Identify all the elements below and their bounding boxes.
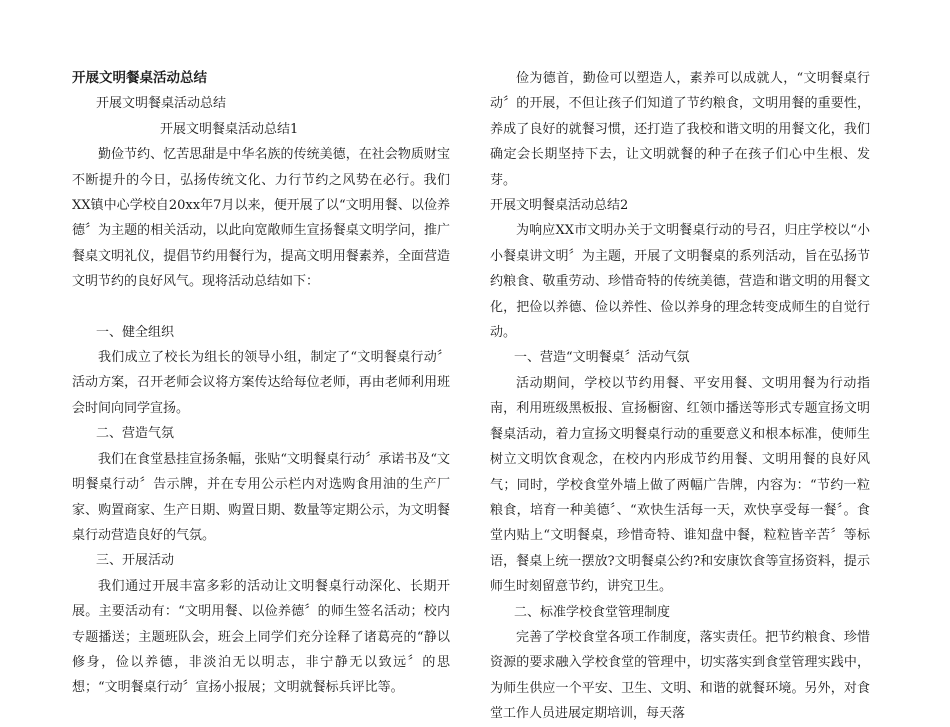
- left-column: [72, 66, 450, 701]
- document-title: 开展文明餐桌活动总结: [72, 70, 207, 86]
- intro-paragraph: 勤俭节约、忆苦思甜是中华名族的传统美德，在社会物质财宝不断提升的今日，弘扬传统文化、力行节约之风势在必行。我们XX镇中心学校自20xx年7月以来，便开展了以“文明用餐、以俭养德〞为主题的相关活动，以此向宽敞师生宣扬餐桌文明学问，推广餐桌文明礼仪，提倡节约用餐行为，提高文明用餐素养，全面营造文明节约的良好风气。现将活动总结如下：: [72, 147, 450, 290]
- paragraph-activity-period: 活动期间，学校以节约用餐、平安用餐、文明用餐为行动指南，利用班级黑板报、宣扬橱窗、红领巾播送等形式专题宣扬文明餐桌活动，着力宣扬文明餐桌行动的重要意义和根本标准，使师生树立文明饮食观念，在校内内形成节约用餐、文明用餐的良好风气；同时，学校食堂外墙上做了两幅广告牌，内容为：“节约一粒粮食，培育一种美德〞、“欢快生活每一天，欢快享受每一餐〞。食堂内贴上“文明餐桌，珍惜奇特、谁知盘中餐，粒粒皆辛苦〞等标语，餐桌上统一摆放?文明餐桌公约?和安康饮食等宣扬资料，提示师生时刻留意节约，讲究卫生。: [490, 375, 870, 595]
- right-column: [490, 66, 870, 727]
- document-subtitle: 开展文明餐桌活动总结: [96, 96, 227, 112]
- blank-line: [72, 295, 450, 320]
- heading-atmosphere: 二、营造气氛: [96, 426, 175, 442]
- heading-organize: 一、健全组织: [96, 324, 175, 340]
- heading-create-atmosphere: 一、营造“文明餐桌〞活动气氛: [514, 350, 690, 366]
- heading-canteen-management: 二、标准学校食堂管理制度: [514, 604, 671, 620]
- section1-title: 开展文明餐桌活动总结1: [160, 121, 299, 137]
- section2-title: 开展文明餐桌活动总结2: [490, 198, 629, 214]
- paragraph-atmosphere: 我们在食堂悬挂宣扬条幅，张贴“文明餐桌行动〞承诺书及“文明餐桌行动〞告示牌，并在专用公示栏内对选购食用油的生产厂家、购置商家、生产日期、购置日期、数量等定期公示，为文明餐桌行动营造良好的气氛。: [72, 451, 450, 543]
- paragraph-organize: 我们成立了校长为组长的领导小组，制定了“文明餐桌行动〞活动方案，召开老师会议将方案传达给每位老师，再由老师利用班会时间向同学宣扬。: [72, 350, 450, 416]
- paragraph-canteen-rules: 完善了学校食堂各项工作制度，落实责任。把节约粮食、珍惜资源的要求融入学校食堂的管理中，切实落实到食堂管理实践中，为师生供应一个平安、卫生、文明、和谐的就餐环境。另外，对食堂工作人员进展定期培训，每天落: [490, 629, 870, 722]
- paragraph-activities: 我们通过开展丰富多彩的活动让文明餐桌行动深化、长期开展。主要活动有：“文明用餐、以俭养德〞的师生签名活动；校内专题播送；主题班队会，班会上同学们充分诠释了诸葛亮的“静以修身，俭以养德，非淡泊无以明志，非宁静无以致远〞的思想；“文明餐桌行动〞宣扬小报展；文明就餐标兵评比等。: [72, 578, 450, 696]
- paragraph-response: 为响应XX市文明办关于文明餐桌行动的号召，归庄学校以“小小餐桌讲文明〞为主题，开展了文明餐桌的系列活动，旨在弘扬节约粮食、敬重劳动、珍惜奇特的传统美德，营造和谐文明的用餐文化，把俭以养德、俭以养性、俭以养身的理念转变成师生的自觉行动。: [490, 223, 870, 341]
- paragraph-conclusion: 俭为德首，勤俭可以塑造人，素养可以成就人，“文明餐桌行动〞的开展，不但让孩子们知道了节约粮食，文明用餐的重要性，养成了良好的就餐习惯，还打造了我校和谐文明的用餐文化，我们确定会长期坚持下去，让文明就餐的种子在孩子们心中生根、发芽。: [490, 71, 870, 188]
- heading-activities: 三、开展活动: [96, 553, 175, 569]
